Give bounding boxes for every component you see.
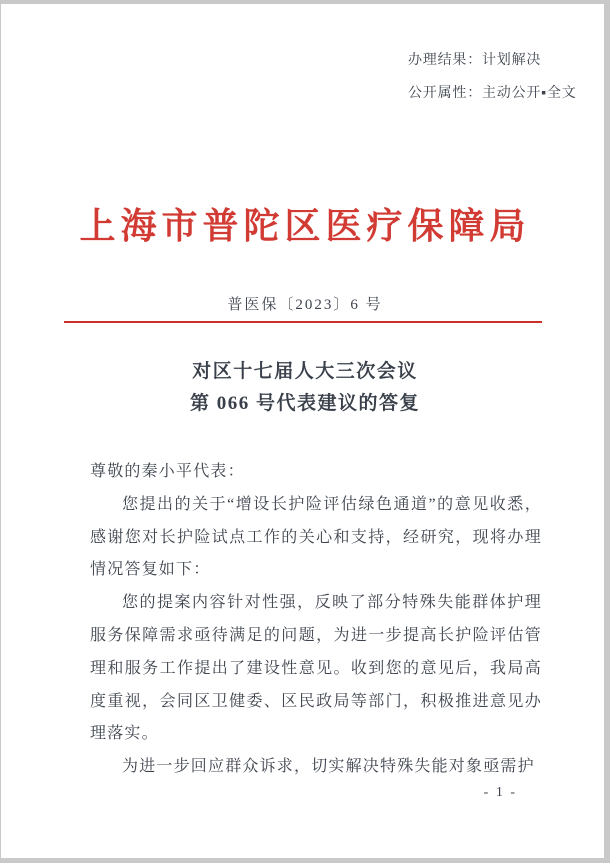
document-number: 普医保〔2023〕6 号 <box>227 297 383 313</box>
body-paragraph: 您的提案内容针对性强，反映了部分特殊失能群体护理服务保障需求亟待满足的问题，为进一步提高长护险评估管理和服务工作提出了建设性意见。收到您的意见后，我局高度重视，会同区卫健委、区民政局等部门，积极推进意见办理落实。 <box>90 594 542 743</box>
body-paragraph: 您提出的关于“增设长护险评估绿色通道”的意见收悉，感谢您对长护险试点工作的关心和支持，经研究，现将办理情况答复如下： <box>90 495 542 579</box>
page-number: - 1 - <box>483 785 517 800</box>
document-title <box>0 356 610 420</box>
document-title-line2: 第 066 号代表建议的答复 <box>189 393 420 414</box>
publicity-attribute-line: 公开属性：主动公开▪全文 <box>408 86 577 101</box>
document-title-line1: 对区十七届人大三次会议 <box>192 361 418 382</box>
salutation-line: 尊敬的秦小平代表： <box>90 463 245 480</box>
red-divider-line <box>64 321 542 323</box>
handling-info-block <box>408 44 577 110</box>
body-paragraph: 为进一步回应群众诉求，切实解决特殊失能对象亟需护 <box>122 758 535 776</box>
agency-letterhead-title: 上海市普陀区医疗保障局 <box>79 206 531 246</box>
handling-result-line: 办理结果：计划解决 <box>408 53 542 68</box>
document-body <box>90 456 542 784</box>
